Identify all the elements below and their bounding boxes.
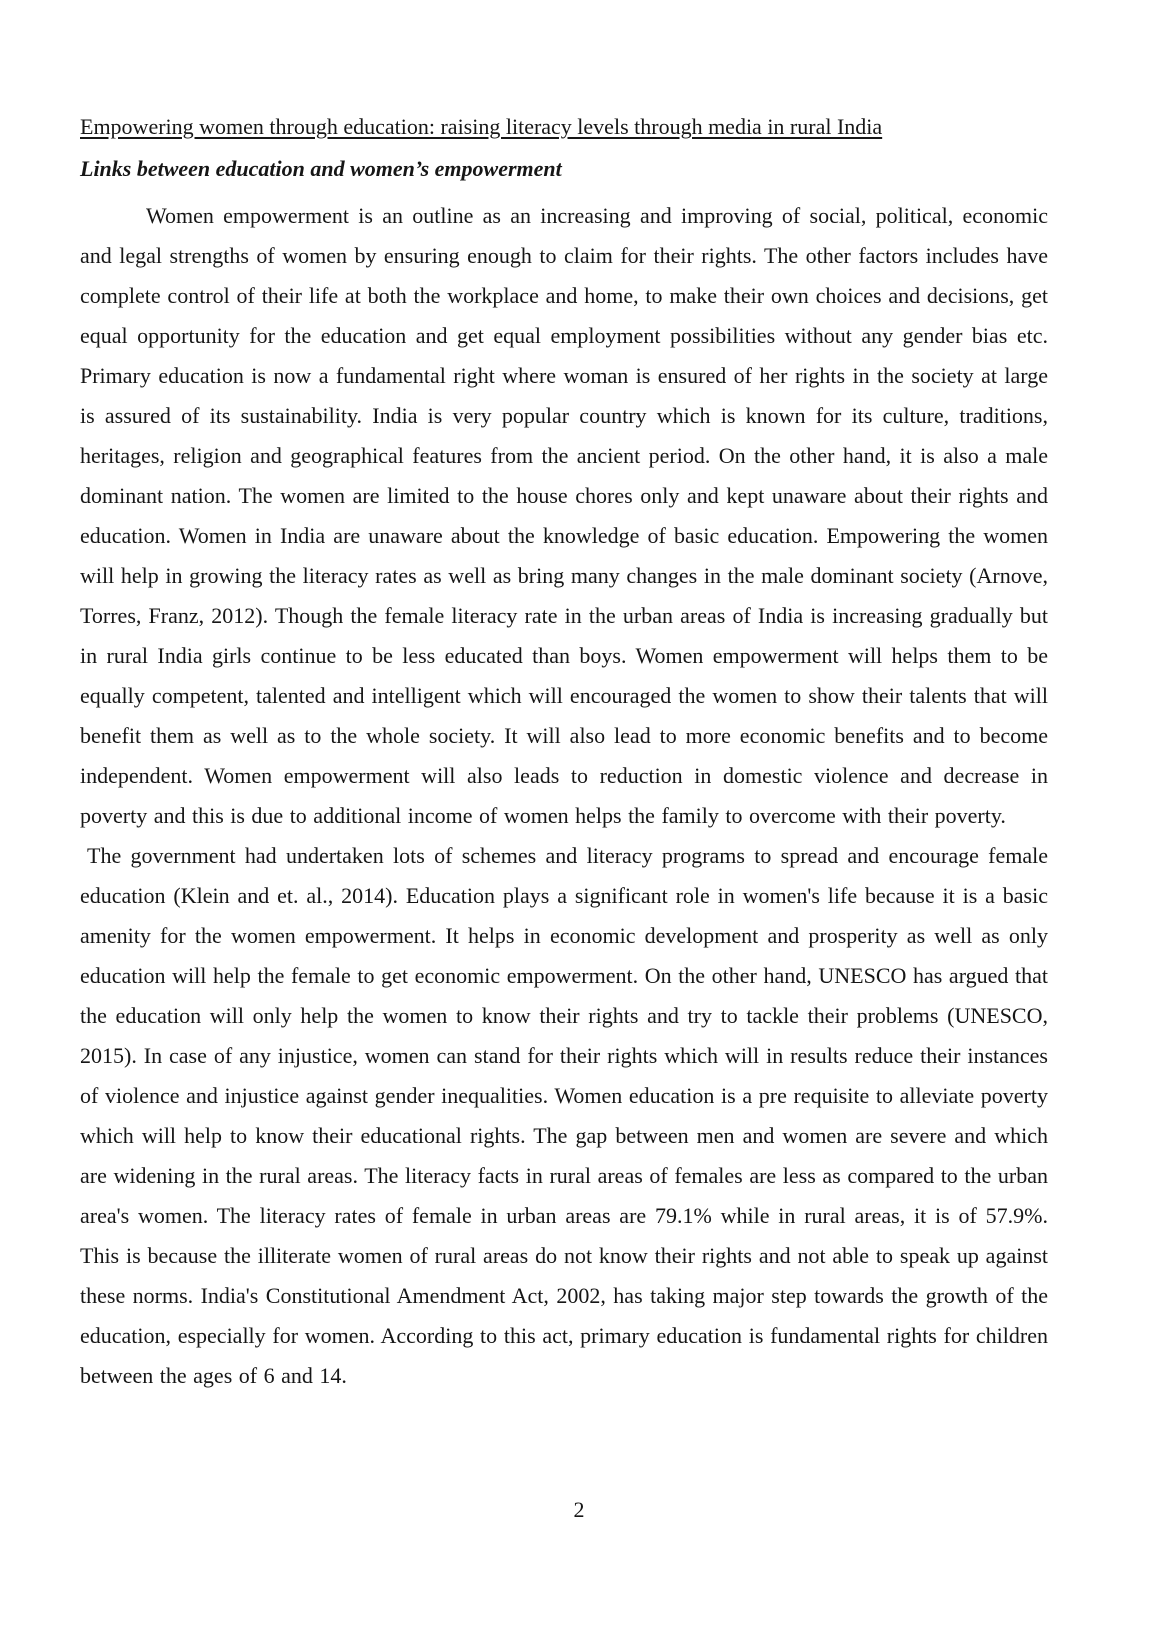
page-number: 2 — [573, 1497, 585, 1522]
document-content — [80, 106, 1048, 1396]
body-paragraph-1: Women empowerment is an outline as an increasing and improving of social, political, economic and legal strengths of women by ensuring enough to claim for their rights. The other factors includes have complete control of their life at both the workplace and home, to make their own choices and decisions, get equal opportunity for the education and get equal employment possibilities without any gender bias etc. Primary education is now a fundamental right where woman is ensured of her rights in the society at large is assured of its sustainability. India is very popular country which is known for its culture, traditions, heritages, religion and geographical features from the ancient period. On the other hand, it is also a male dominant nation. The women are limited to the house chores only and kept unaware about their rights and education. Women in India are unaware about the knowledge of basic education. Empowering the women will help in growing the literacy rates as well as bring many changes in the male dominant society (Arnove, Torres, Franz, 2012). Though the female literacy rate in the urban areas of India is increasing gradually but in rural India girls continue to be less educated than boys. Women empowerment will helps them to be equally competent, talented and intelligent which will encouraged the women to show their talents that will benefit them as well as to the whole society. It will also lead to more economic benefits and to become independent. Women empowerment will also leads to reduction in domestic violence and decrease in poverty and this is due to additional income of women helps the family to overcome with their poverty. — [80, 203, 1048, 828]
body-paragraph-2: The government had undertaken lots of schemes and literacy programs to spread and encourage female education (Klein and et. al., 2014). Education plays a significant role in women's life because it is a basic amenity for the women empowerment. It helps in economic development and prosperity as well as only education will help the female to get economic empowerment. On the other hand, UNESCO has argued that the education will only help the women to know their rights and try to tackle their problems (UNESCO, 2015). In case of any injustice, women can stand for their rights which will in results reduce their instances of violence and injustice against gender inequalities. Women education is a pre requisite to alleviate poverty which will help to know their educational rights. The gap between men and women are severe and which are widening in the rural areas. The literacy facts in rural areas of females are less as compared to the urban area's women. The literacy rates of female in urban areas are 79.1% while in rural areas, it is of 57.9%. This is because the illiterate women of rural areas do not know their rights and not able to speak up against these norms. India's Constitutional Amendment Act, 2002, has taking major step towards the growth of the education, especially for women. According to this act, primary education is fundamental rights for children between the ages of 6 and 14. — [80, 843, 1048, 1388]
page-title: Empowering women through education: raising literacy levels through media in rural India — [80, 114, 883, 139]
section-heading: Links between education and women’s empowerment — [80, 156, 562, 181]
